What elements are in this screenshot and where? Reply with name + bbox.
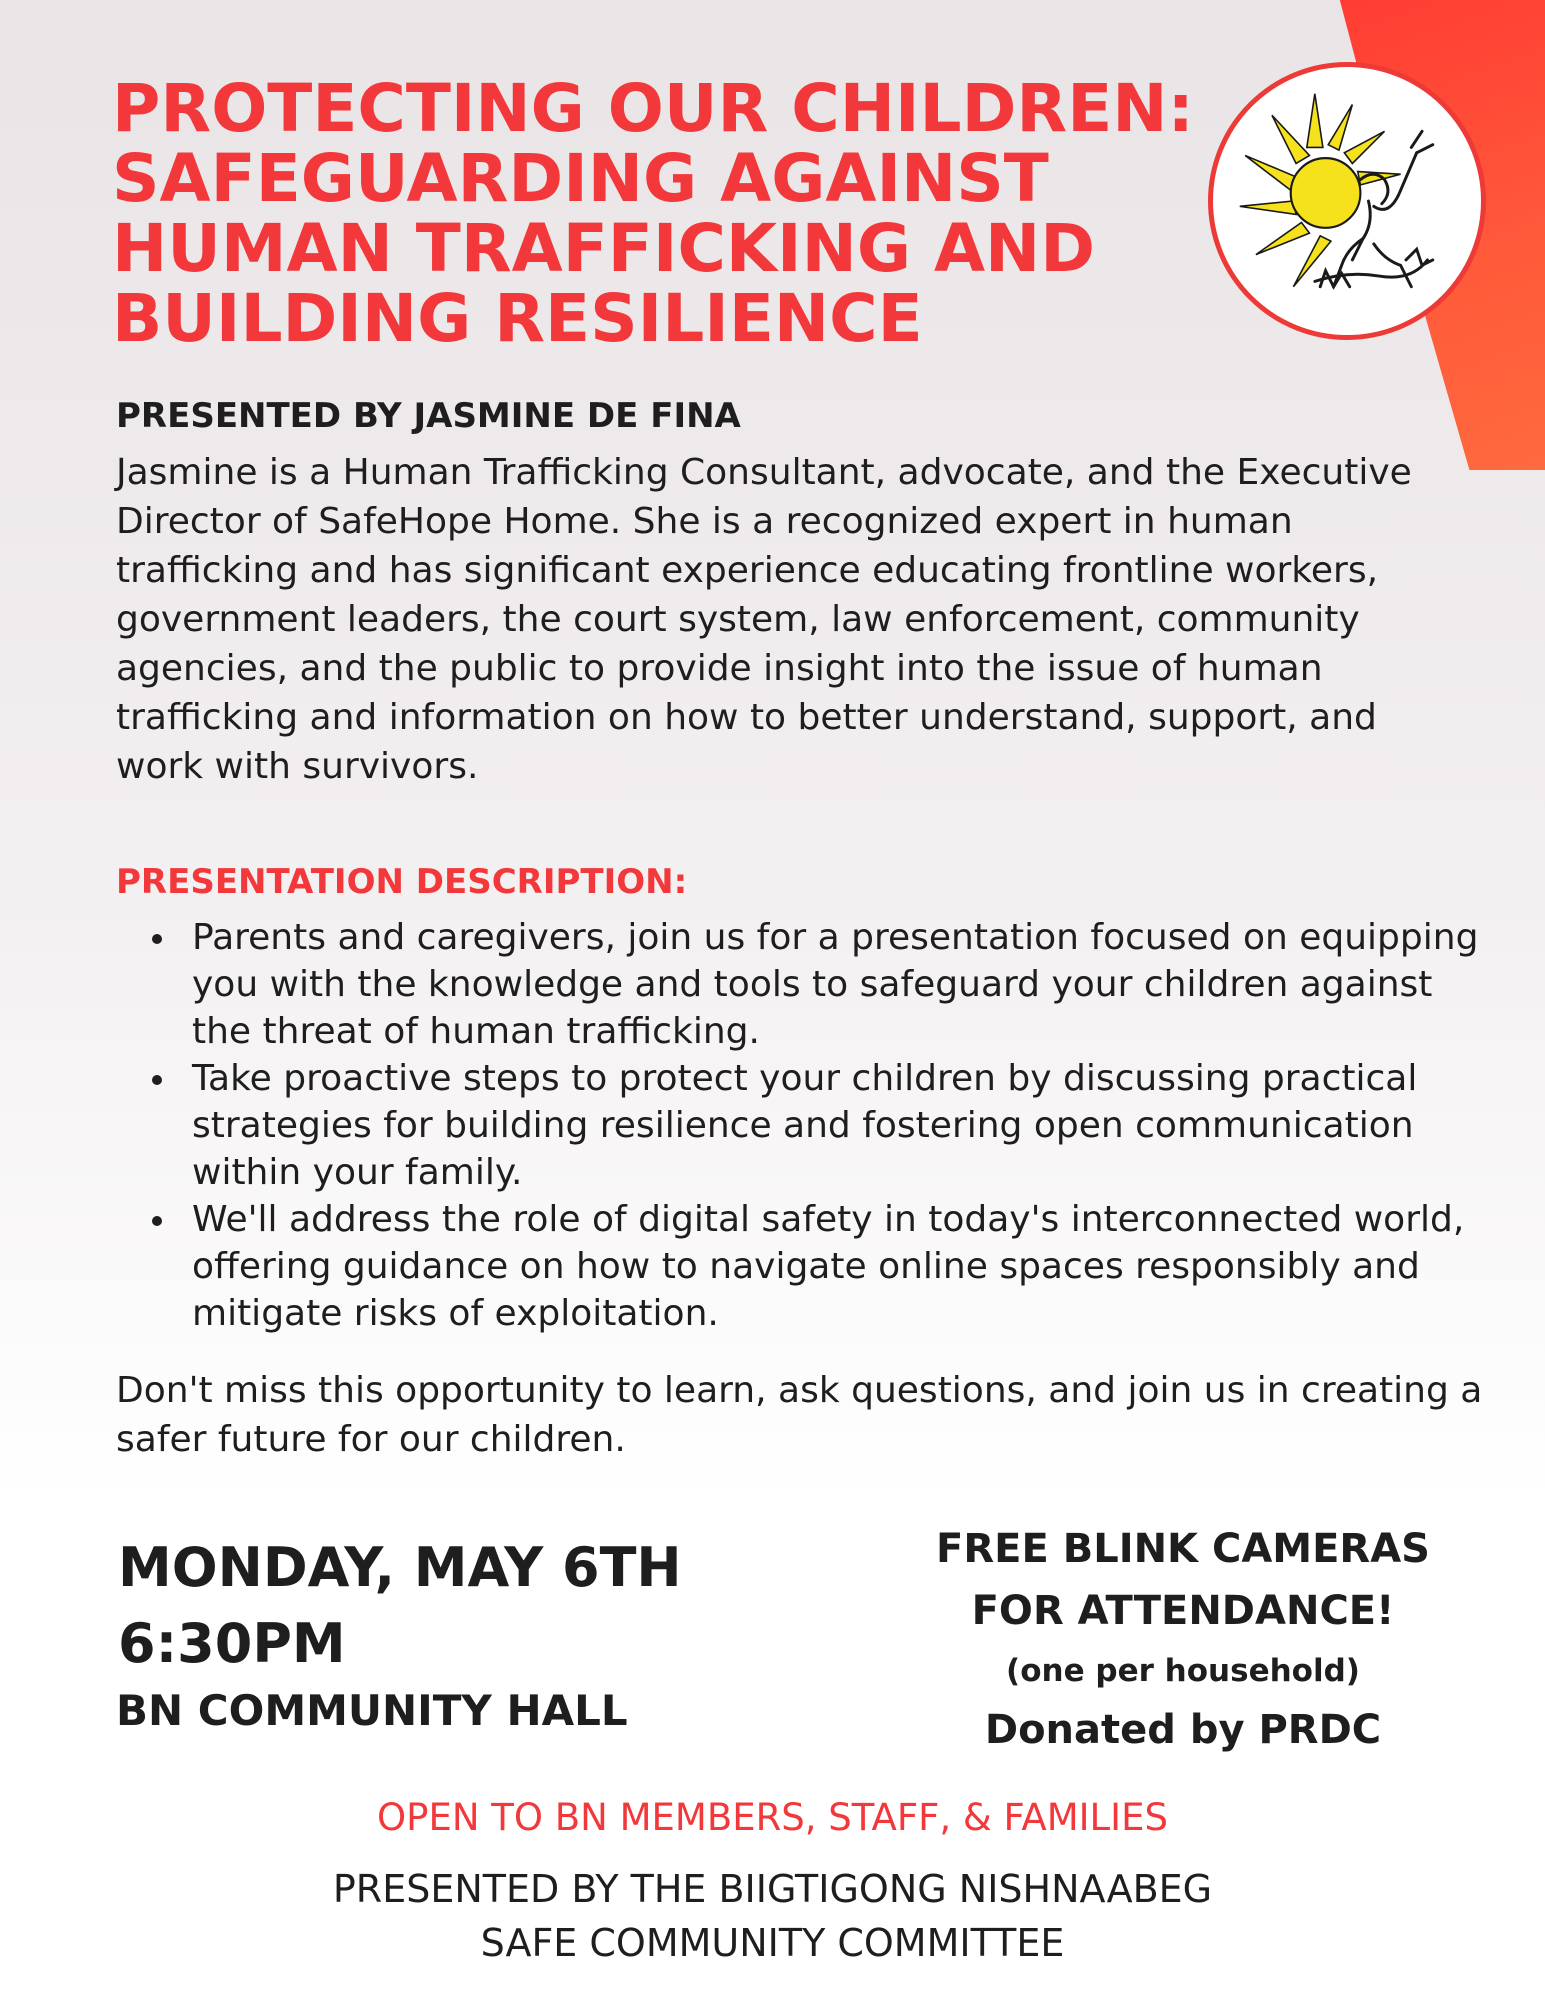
bullet-dot-icon [152, 1075, 162, 1085]
list-item [116, 1055, 1486, 1196]
organizer-line: PRESENTED BY THE BIIGTIGONG NISHNAABEG [332, 1867, 1213, 1911]
sun-figure-logo-icon [1208, 62, 1486, 340]
audience-note: OPEN TO BN MEMBERS, STAFF, & FAMILIES [377, 1796, 1168, 1839]
promo-note: (one per household) [1006, 1653, 1360, 1689]
list-item-text: Parents and caregivers, join us for a presentation focused on equipping you with the knowledge and tools to safeguard your children against the threat of human trafficking. [192, 917, 1479, 1052]
presenter-heading: PRESENTED BY JASMINE DE FINA [116, 396, 741, 436]
logo-graphic [1213, 67, 1481, 335]
page-title: PROTECTING OUR CHILDREN: SAFEGUARDING AGAINST HUMAN TRAFFICKING AND BUILDING RESILIENCE [112, 70, 1194, 357]
promo-box [902, 1496, 1464, 1768]
presenter-bio: Jasmine is a Human Trafficking Consultant, advocate, and the Executive Director of SafeHope Home. She is a recognized expert in human trafficking and has significant experience educating frontline workers, government leaders, the court system, law enforcement, community agencies, and the public to provide insight into the issue of human trafficking and information on how to better understand, support, and work with survivors. [116, 452, 1412, 787]
description-list [116, 914, 1486, 1337]
promo-line: FREE BLINK CAMERAS [936, 1526, 1430, 1572]
list-item-text: We'll address the role of digital safety in today's interconnected world, offering guidance on how to navigate online spaces responsibly and mitigate risks of exploitation. [192, 1199, 1465, 1334]
event-time: 6:30PM [118, 1612, 346, 1675]
promo-donor: Donated by PRDC [984, 1707, 1382, 1753]
organizer-credit [0, 1862, 1545, 1970]
list-item [116, 914, 1486, 1055]
list-item [116, 1196, 1486, 1337]
description-heading: PRESENTATION DESCRIPTION: [116, 862, 688, 902]
bullet-dot-icon [152, 1216, 162, 1226]
event-venue: BN COMMUNITY HALL [116, 1686, 628, 1735]
event-date: MONDAY, MAY 6TH [118, 1536, 682, 1599]
bullet-dot-icon [152, 934, 162, 944]
promo-line: FOR ATTENDANCE! [971, 1588, 1395, 1634]
closing-text: Don't miss this opportunity to learn, ask questions, and join us in creating a safer future for our children. [116, 1370, 1483, 1460]
organizer-line: SAFE COMMUNITY COMMITTEE [480, 1921, 1065, 1965]
list-item-text: Take proactive steps to protect your children by discussing practical strategies for building resilience and fostering open communication within your family. [192, 1058, 1418, 1193]
